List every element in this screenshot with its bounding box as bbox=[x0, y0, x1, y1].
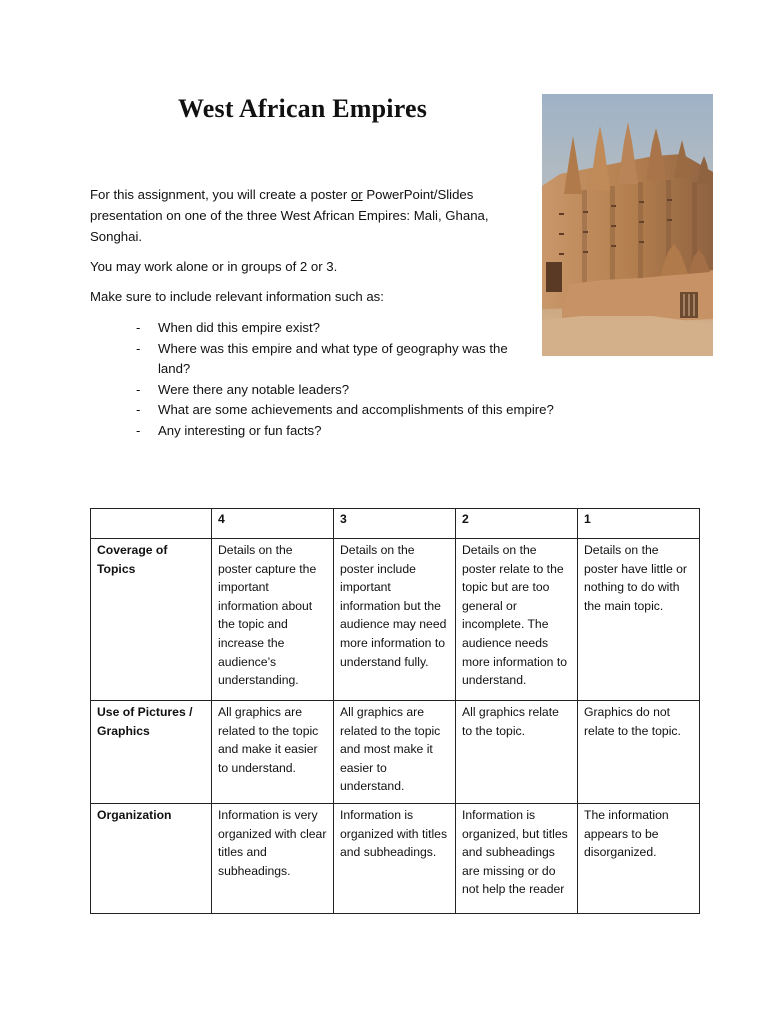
table-cell: Details on the poster relate to the topic but are too general or incomplete. The audience needs more information to understand. bbox=[456, 539, 578, 701]
list-item bbox=[90, 318, 590, 339]
list-item bbox=[90, 380, 590, 401]
header-cell-score-3: 3 bbox=[334, 509, 456, 539]
list-item bbox=[90, 421, 590, 442]
page-title: West African Empires bbox=[178, 94, 428, 123]
table-row bbox=[91, 804, 700, 914]
bullet-text: Were there any notable leaders? bbox=[158, 381, 350, 397]
table-cell: Information is organized with titles and subheadings. bbox=[334, 804, 456, 914]
table-cell: Details on the poster include important information but the audience may need more information to understand fully. bbox=[334, 539, 456, 701]
table-cell: All graphics are related to the topic and most make it easier to understand. bbox=[334, 701, 456, 804]
assignment-intro bbox=[90, 184, 530, 316]
bullet-text: When did this empire exist? bbox=[158, 320, 320, 335]
intro-text: For this assignment, you will create a poster bbox=[90, 187, 351, 202]
row-label-coverage: Coverage of Topics bbox=[91, 539, 212, 701]
table-cell: Graphics do not relate to the topic. bbox=[578, 701, 700, 804]
bullet-dash: - bbox=[136, 381, 141, 397]
bullet-text: What are some achievements and accomplishments of this empire? bbox=[158, 402, 554, 417]
table-row bbox=[91, 701, 700, 804]
mosque-photo bbox=[542, 94, 713, 356]
intro-paragraph-2: You may work alone or in groups of 2 or 3. bbox=[90, 259, 338, 274]
intro-paragraph-3: Make sure to include relevant information such as: bbox=[90, 289, 384, 304]
table-row bbox=[91, 539, 700, 701]
table-cell: Information is organized, but titles and subheadings are missing or do not help the reader bbox=[456, 804, 578, 914]
rubric-header-row bbox=[91, 509, 700, 539]
bullet-dash: - bbox=[136, 422, 141, 438]
bullet-dash: - bbox=[136, 402, 141, 417]
intro-text-continued: PowerPoint/Slides presentation on one of the three West African Empires: Mali, Ghana, Songhai. bbox=[90, 187, 489, 244]
row-label-graphics: Use of Pictures / Graphics bbox=[91, 701, 212, 804]
header-cell-score-1: 1 bbox=[578, 509, 700, 539]
bullet-text: Any interesting or fun facts? bbox=[158, 422, 322, 438]
table-cell: Information is very organized with clear titles and subheadings. bbox=[212, 804, 334, 914]
list-item bbox=[90, 339, 528, 380]
bullet-dash: - bbox=[136, 340, 141, 356]
list-item bbox=[90, 400, 590, 421]
mud-mosque-illustration bbox=[542, 94, 713, 356]
intro-paragraph-1 bbox=[90, 184, 530, 247]
bullet-list bbox=[90, 318, 590, 441]
table-cell: Details on the poster have little or nothing to do with the main topic. bbox=[578, 539, 700, 701]
rubric-table bbox=[90, 508, 700, 914]
header-cell-score-4: 4 bbox=[212, 509, 334, 539]
table-cell: All graphics are related to the topic and make it easier to understand. bbox=[212, 701, 334, 804]
table-cell: All graphics relate to the topic. bbox=[456, 701, 578, 804]
bullet-text: Where was this empire and what type of geography was the land? bbox=[158, 340, 508, 376]
underlined-or: or bbox=[350, 187, 363, 202]
table-cell: Details on the poster capture the important information about the topic and increase the audience’s understanding. bbox=[212, 539, 334, 701]
header-cell-empty bbox=[91, 509, 212, 539]
bullet-dash: - bbox=[136, 320, 141, 335]
header-cell-score-2: 2 bbox=[456, 509, 578, 539]
table-cell: The information appears to be disorganized. bbox=[578, 804, 700, 914]
row-label-organization: Organization bbox=[91, 804, 212, 914]
